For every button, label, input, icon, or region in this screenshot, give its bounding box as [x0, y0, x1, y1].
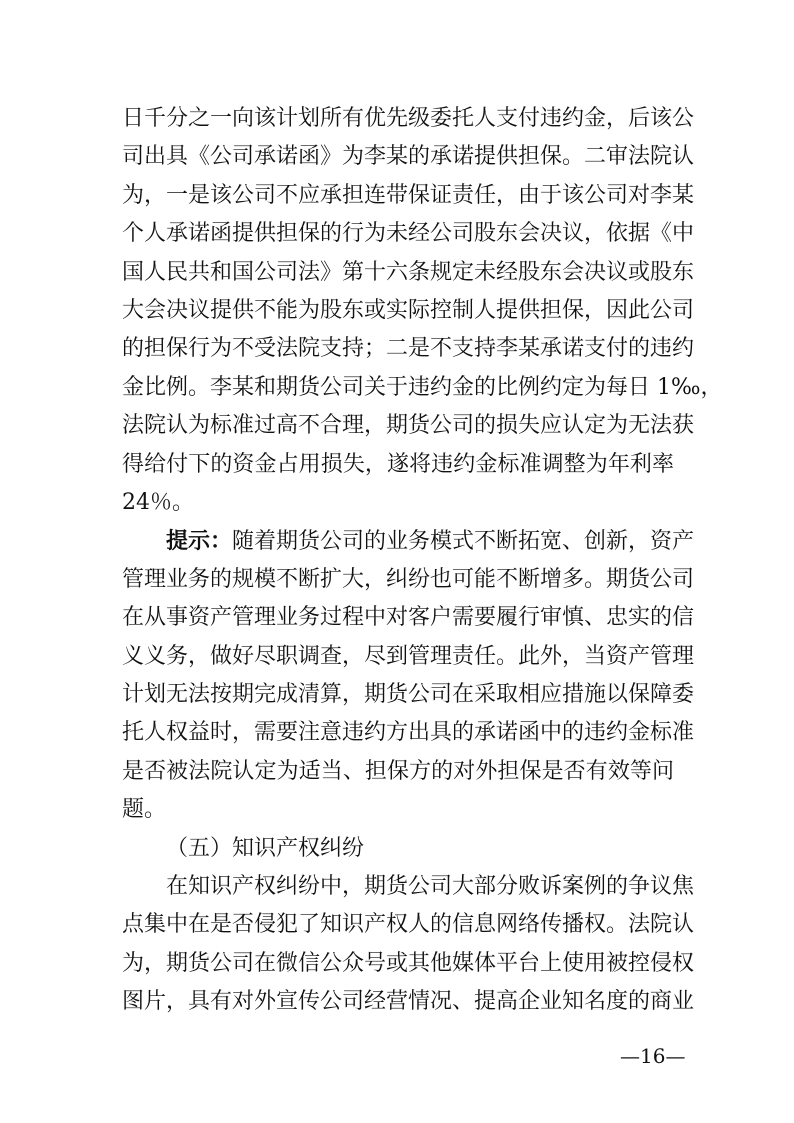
tip-line: 托人权益时，需要注意违约方出具的承诺函中的违约金标准 — [122, 720, 695, 745]
tip-line: 题。 — [122, 797, 167, 822]
section-line: 点集中在是否侵犯了知识产权人的信息网络传播权。法院认 — [122, 912, 695, 937]
tip-line: 在从事资产管理业务过程中对客户需要履行审慎、忠实的信 — [122, 605, 695, 630]
section-line: 图片，具有对外宣传公司经营情况、提高企业知名度的商业 — [122, 989, 695, 1014]
tip-line: 是否被法院认定为适当、担保方的对外担保是否有效等问 — [122, 759, 674, 784]
paragraph-line: 法院认为标准过高不合理，期货公司的损失应认定为无法获 — [122, 413, 695, 438]
tip-label: 提示： — [166, 528, 233, 554]
paragraph-line: 的担保行为不受法院支持；二是不支持李某承诺支付的违约 — [122, 336, 695, 361]
section-line: 为，期货公司在微信公众号或其他媒体平台上使用被控侵权 — [122, 951, 695, 976]
tip-first-line — [166, 526, 695, 556]
section-heading: （五）知识产权纠纷 — [166, 836, 365, 861]
tip-line: 管理业务的规模不断扩大，纠纷也可能不断增多。期货公司 — [122, 567, 695, 592]
paragraph-line: 大会决议提供不能为股东或实际控制人提供担保，因此公司 — [122, 298, 695, 323]
paragraph-line: 个人承诺函提供担保的行为未经公司股东会决议，依据《中 — [122, 221, 695, 246]
section-line: 在知识产权纠纷中，期货公司大部分败诉案例的争议焦 — [166, 874, 695, 899]
paragraph-line: 为，一是该公司不应承担连带保证责任，由于该公司对李某 — [122, 183, 695, 208]
paragraph-line: 24％。 — [122, 490, 194, 515]
tip-line: 计划无法按期完成清算，期货公司在采取相应措施以保障委 — [122, 682, 695, 707]
paragraph-line: 得给付下的资金占用损失，遂将违约金标准调整为年利率 — [122, 452, 674, 477]
paragraph-line: 日千分之一向该计划所有优先级委托人支付违约金，后该公 — [122, 106, 695, 131]
paragraph-line: 国人民共和国公司法》第十六条规定未经股东会决议或股东 — [122, 260, 695, 285]
paragraph-line: 司出具《公司承诺函》为李某的承诺提供担保。二审法院认 — [122, 144, 695, 169]
tip-line: 义义务，做好尽职调查，尽到管理责任。此外，当资产管理 — [122, 644, 695, 669]
tip-first-line-text: 随着期货公司的业务模式不断拓宽、创新，资产 — [232, 529, 695, 554]
paragraph-line: 金比例。李某和期货公司关于违约金的比例约定为每日 1‰， — [122, 375, 723, 400]
page-number: —16— — [620, 1044, 686, 1068]
